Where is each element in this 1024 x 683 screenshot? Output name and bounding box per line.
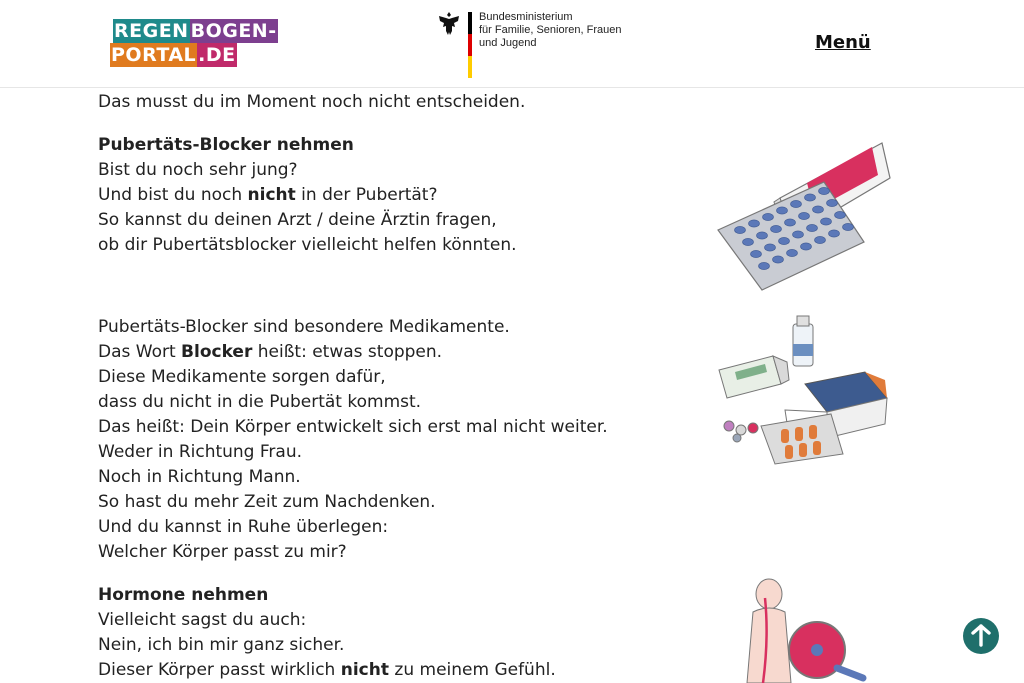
pill xyxy=(765,244,776,251)
pill xyxy=(763,213,774,220)
pill xyxy=(749,220,760,227)
ministry-name-line-1: Bundesministerium xyxy=(479,11,573,23)
pill xyxy=(813,206,824,213)
pill xyxy=(793,231,804,238)
body-hormone-illustration xyxy=(735,578,875,683)
section-heading: Hormone nehmen xyxy=(98,585,269,605)
pill xyxy=(829,230,840,237)
german-flag-bar xyxy=(468,12,472,78)
paragraph-line: So kannst du deinen Arzt / deine Ärztin fragen, xyxy=(98,210,497,230)
logo-segment-portal: PORTAL xyxy=(111,44,197,66)
paragraph-line: Das heißt: Dein Körper entwickelt sich erst mal nicht weiter. xyxy=(98,417,608,437)
pill xyxy=(777,207,788,214)
pill xyxy=(757,232,768,239)
paragraph-line: Bist du noch sehr jung? xyxy=(98,160,298,180)
paragraph-line: Nein, ich bin mir ganz sicher. xyxy=(98,635,345,655)
regenbogen-portal-logo[interactable] xyxy=(110,16,277,70)
pill xyxy=(805,194,816,201)
ministry-name-line-3: und Jugend xyxy=(479,37,537,49)
medicines-illustration xyxy=(715,314,895,466)
pill xyxy=(785,219,796,226)
logo-segment-de: .DE xyxy=(198,44,236,66)
logo-line-2 xyxy=(110,43,237,67)
paragraph-line: Noch in Richtung Mann. xyxy=(98,467,301,487)
ministry-logo[interactable] xyxy=(436,10,626,80)
pill xyxy=(751,250,762,257)
pill xyxy=(819,187,830,194)
logo-segment-regen: REGEN xyxy=(114,20,189,42)
ministry-name-line-2: für Familie, Senioren, Frauen xyxy=(479,24,622,36)
emphasis: Blocker xyxy=(181,342,253,362)
site-header xyxy=(0,0,1024,88)
pill xyxy=(827,199,838,206)
pill xyxy=(821,218,832,225)
paragraph-line: Diese Medikamente sorgen dafür, xyxy=(98,367,386,387)
paragraph-line: Pubertäts-Blocker sind besondere Medikamente. xyxy=(98,317,510,337)
pill xyxy=(743,238,754,245)
arrow-up-icon xyxy=(963,618,999,654)
paragraph-line: Dieser Körper passt wirklich nicht zu meinem Gefühl. xyxy=(98,660,556,680)
logo-line-1 xyxy=(113,19,278,43)
emphasis: nicht xyxy=(247,185,296,205)
section-blocker-explanation xyxy=(98,315,608,565)
pill xyxy=(843,223,854,230)
pill xyxy=(771,225,782,232)
pill xyxy=(787,249,798,256)
pill xyxy=(759,262,770,269)
ministry-name xyxy=(479,11,629,50)
paragraph-line: Weder in Richtung Frau. xyxy=(98,442,303,462)
menu-button[interactable]: Menü xyxy=(815,32,871,53)
pill xyxy=(835,211,846,218)
section-puberty-blocker xyxy=(98,133,517,258)
paragraph-line: So hast du mehr Zeit zum Nachdenken. xyxy=(98,492,436,512)
pill xyxy=(799,212,810,219)
pill xyxy=(807,224,818,231)
federal-eagle-icon xyxy=(436,10,462,38)
paragraph-line: Vielleicht sagst du auch: xyxy=(98,610,307,630)
paragraph-line: Welcher Körper passt zu mir? xyxy=(98,542,347,562)
back-to-top-button[interactable] xyxy=(963,618,999,654)
paragraph-line: ob dir Pubertätsblocker vielleicht helfen könnten. xyxy=(98,235,517,255)
pill xyxy=(773,256,784,263)
pill-blister-illustration xyxy=(712,138,897,293)
paragraph-line: Und du kannst in Ruhe überlegen: xyxy=(98,517,389,537)
pill xyxy=(801,243,812,250)
logo-segment-bogen: BOGEN- xyxy=(190,20,277,42)
intro-text: Das musst du im Moment noch nicht entscheiden. xyxy=(98,92,526,112)
paragraph-line: dass du nicht in die Pubertät kommst. xyxy=(98,392,422,412)
emphasis: nicht xyxy=(340,660,389,680)
section-heading: Pubertäts-Blocker nehmen xyxy=(98,135,354,155)
section-hormones xyxy=(98,583,556,683)
pill xyxy=(779,237,790,244)
pill xyxy=(735,226,746,233)
paragraph-line: Das Wort Blocker heißt: etwas stoppen. xyxy=(98,342,443,362)
paragraph-line: Und bist du noch nicht in der Pubertät? xyxy=(98,185,438,205)
pill xyxy=(815,236,826,243)
pill xyxy=(791,200,802,207)
